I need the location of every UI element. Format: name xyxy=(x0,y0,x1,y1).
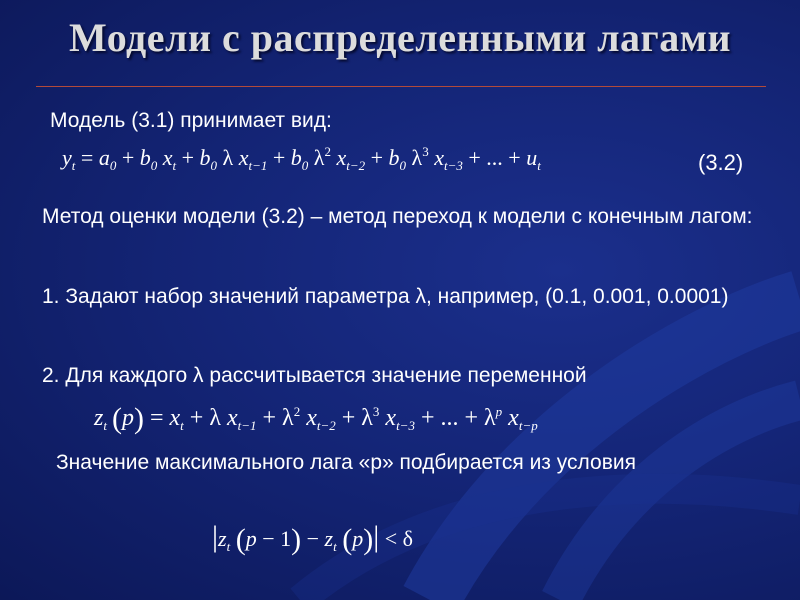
step-2-text: 2. Для каждого λ рассчитывается значение переменной xyxy=(42,364,587,387)
step-1-text: 1. Задают набор значений параметра λ, например, (0.1, 0.001, 0.0001) xyxy=(42,285,729,308)
formula-condition: $|z_t$ $(p - 1) - z_t$ (p)| < δ xyxy=(212,520,414,556)
formula-3-2: $y_t = a_0 + b_0$ $x_t + b_0$ λ $x_{t-1} + b_0$ $\lambda^2$ $x_{t-2} + b_0$ $\lambda^3$ $x_{t-3}$ + ... + $u_t$ xyxy=(62,144,541,173)
slide-title: Модели с распределенными лагами xyxy=(68,15,732,60)
formula-zt: $z_t$ $(p) = x_t + \lambda$ $x_{t-1} + \lambda^2$ $x_{t-2} + \lambda^3$ $x_{t-3}$ + ... + $\lambda^p$ $x_{t-p}$ xyxy=(94,402,538,435)
equation-number: (3.2) xyxy=(698,150,744,175)
title-underline xyxy=(36,86,766,87)
method-text: Метод оценки модели (3.2) – метод переход к модели с конечным лагом: xyxy=(42,205,753,228)
maxlag-text: Значение максимального лага «p» подбирается из условия xyxy=(56,451,636,474)
intro-text: Модель (3.1) принимает вид: xyxy=(50,109,332,132)
